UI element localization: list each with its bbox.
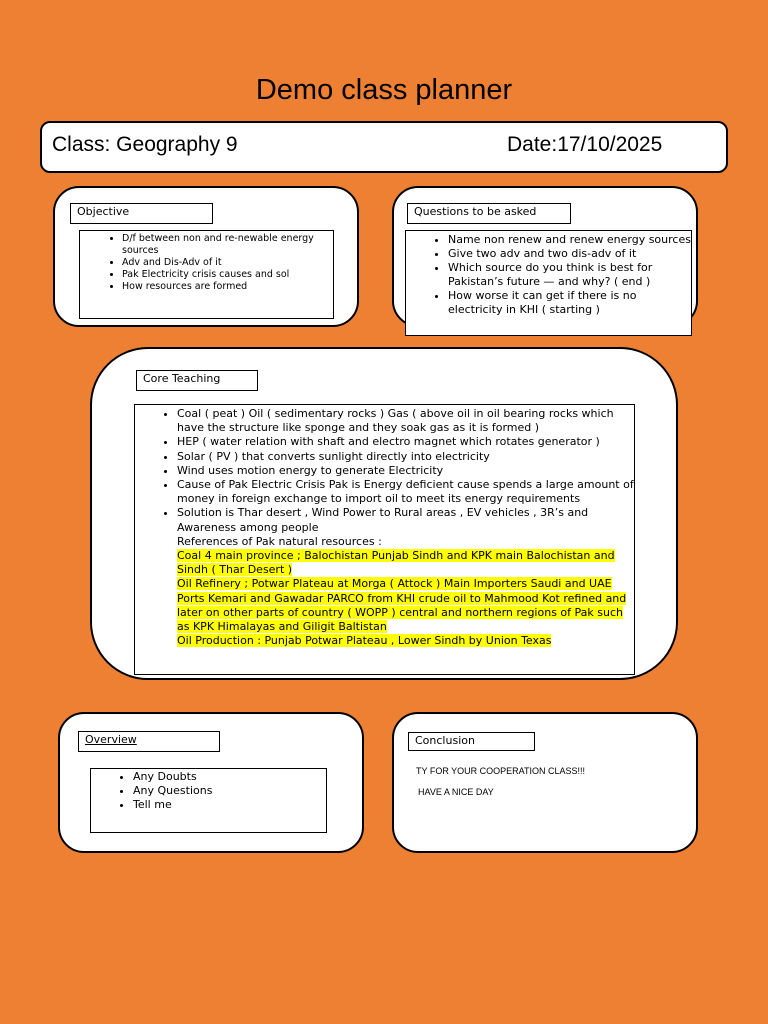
highlight-item: Oil Refinery ; Potwar Plateau at Morga ( Attock ) Main Importers Saudi and UAE <box>177 577 612 591</box>
page-title: Demo class planner <box>255 74 513 106</box>
conclusion-line-2: HAVE A NICE DAY <box>418 787 494 797</box>
overview-label: Overview <box>78 731 220 752</box>
core-item: • Solar ( PV ) that converts sunlight directly into electricity <box>177 450 634 464</box>
objective-item: • D/f between non and re-newable energy sources <box>122 233 333 257</box>
overview-item: • Tell me <box>133 798 326 812</box>
conclusion-line-1: TY FOR YOUR COOPERATION CLASS!!! <box>416 766 586 776</box>
core-item: • HEP ( water relation with shaft and electro magnet which rotates generator ) <box>177 435 634 449</box>
class-date: Date:17/10/2025 <box>507 133 663 156</box>
questions-list <box>405 230 692 336</box>
core-item: • Wind uses motion energy to generate Electricity <box>177 464 634 478</box>
highlight-item: Coal 4 main province ; Balochistan Punjab Sindh and KPK main Balochistan and Sindh ( Thar Desert ) <box>177 549 615 577</box>
question-item: • How worse it can get if there is no electricity in KHI ( starting ) <box>448 289 691 317</box>
question-item: • Which source do you think is best for Pakistan’s future — and why? ( end ) <box>448 261 691 289</box>
overview-item: • Any Questions <box>133 784 326 798</box>
question-item: • Give two adv and two dis-adv of it <box>448 247 691 261</box>
highlight-item: Ports Kemari and Gawadar PARCO from KHI crude oil to Mahmood Kot refined and later on other parts of country ( WOPP ) central and northern regions of Pak such as KPK Himalayas and Giligit Baltistan <box>177 591 627 634</box>
objective-label: Objective <box>70 203 213 224</box>
highlight-item: Oil Production : Punjab Potwar Plateau , Lower Sindh by Union Texas <box>177 634 552 648</box>
core-teaching-label: Core Teaching <box>136 370 258 391</box>
overview-item: • Any Doubts <box>133 770 326 784</box>
core-item: • Solution is Thar desert , Wind Power to Rural areas , EV vehicles , 3R’s and Awareness among people <box>177 506 634 534</box>
overview-list <box>90 768 327 833</box>
core-item: • Cause of Pak Electric Crisis Pak is Energy deficient cause spends a large amount of money in foreign exchange to import oil to meet its energy requirements <box>177 478 634 506</box>
references-heading: References of Pak natural resources : <box>177 534 382 548</box>
core-teaching-list <box>134 404 635 675</box>
objective-list <box>79 230 334 319</box>
objective-item: • How resources are formed <box>122 281 333 293</box>
conclusion-label: Conclusion <box>408 732 535 751</box>
class-header <box>40 121 728 173</box>
questions-label: Questions to be asked <box>407 203 571 224</box>
objective-item: • Adv and Dis-Adv of it <box>122 257 333 269</box>
objective-item: • Pak Electricity crisis causes and sol <box>122 269 333 281</box>
class-name: Class: Geography 9 <box>52 133 238 156</box>
core-item: • Coal ( peat ) Oil ( sedimentary rocks ) Gas ( above oil in oil bearing rocks which have the structure like sponge and they soak gas as it is formed ) <box>177 407 634 435</box>
question-item: • Name non renew and renew energy sources <box>448 233 691 247</box>
